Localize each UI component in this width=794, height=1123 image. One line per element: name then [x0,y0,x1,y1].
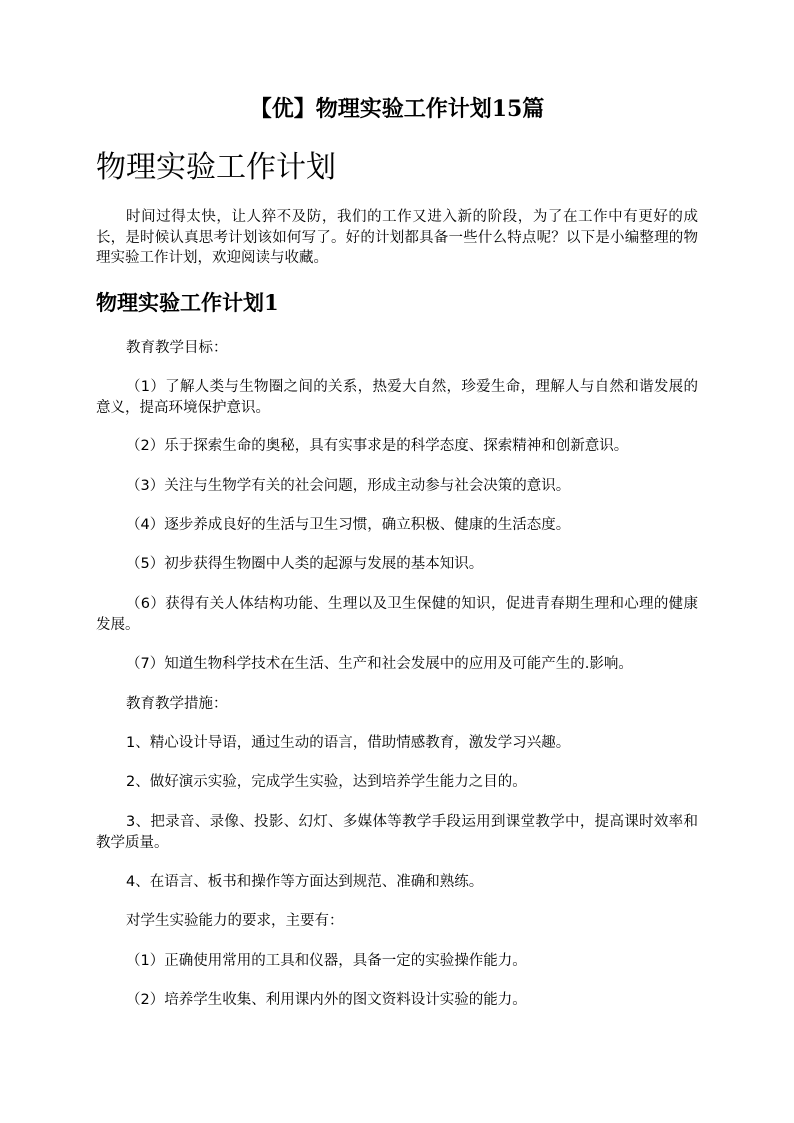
document-title: 【优】物理实验工作计划15篇 [249,96,545,122]
paragraph-goal-4: （4）逐步养成良好的生活与卫生习惯，确立积极、健康的生活态度。 [126,517,571,533]
intro-paragraph: 时间过得太快，让人猝不及防，我们的工作又进入新的阶段，为了在工作中有更好的成长，是时候认真思考计划该如何写了。好的计划都具备一些什么特点呢？以下是小编整理的物理实验工作计划，欢迎阅读与收藏。 [96,209,698,266]
paragraph-ability-label: 对学生实验能力的要求，主要有： [126,913,344,929]
paragraph-measure-1: 1、精心设计导语，通过生动的语言，借助情感教育，激发学习兴趣。 [126,735,571,751]
paragraph-goal-1: （1）了解人类与生物圈之间的关系，热爱大自然，珍爱生命，理解人与自然和谐发展的意义，提高环境保护意识。 [96,379,698,416]
paragraph-goal-7: （7）知道生物科学技术在生活、生产和社会发展中的应用及可能产生的.影响。 [126,656,633,672]
paragraph-measure-3: 3、把录音、录像、投影、幻灯、多媒体等教学手段运用到课堂教学中，提高课时效率和教学质量。 [96,814,698,851]
main-heading: 物理实验工作计划 [96,150,336,185]
paragraph-goal-2: （2）乐于探索生命的奥秘，具有实事求是的科学态度、探索精神和创新意识。 [126,438,629,454]
paragraph-measure-4: 4、在语言、板书和操作等方面达到规范、准确和熟练。 [126,874,484,890]
paragraph-goal-6: （6）获得有关人体结构功能、生理以及卫生保健的知识，促进青春期生理和心理的健康发展。 [96,596,698,633]
paragraph-measures-label: 教育教学措施： [126,696,228,712]
section-heading: 物理实验工作计划1 [96,290,279,315]
paragraph-ability-2: （2）培养学生收集、利用课内外的图文资料设计实验的能力。 [126,992,527,1008]
paragraph-goals-label: 教育教学目标： [126,340,228,356]
paragraph-measure-2: 2、做好演示实验，完成学生实验，达到培养学生能力之目的。 [126,774,527,790]
paragraph-ability-1: （1）正确使用常用的工具和仪器，具备一定的实验操作能力。 [126,953,527,969]
paragraph-goal-3: （3）关注与生物学有关的社会问题，形成主动参与社会决策的意识。 [126,478,571,494]
paragraph-goal-5: （5）初步获得生物圈中人类的起源与发展的基本知识。 [126,556,484,572]
